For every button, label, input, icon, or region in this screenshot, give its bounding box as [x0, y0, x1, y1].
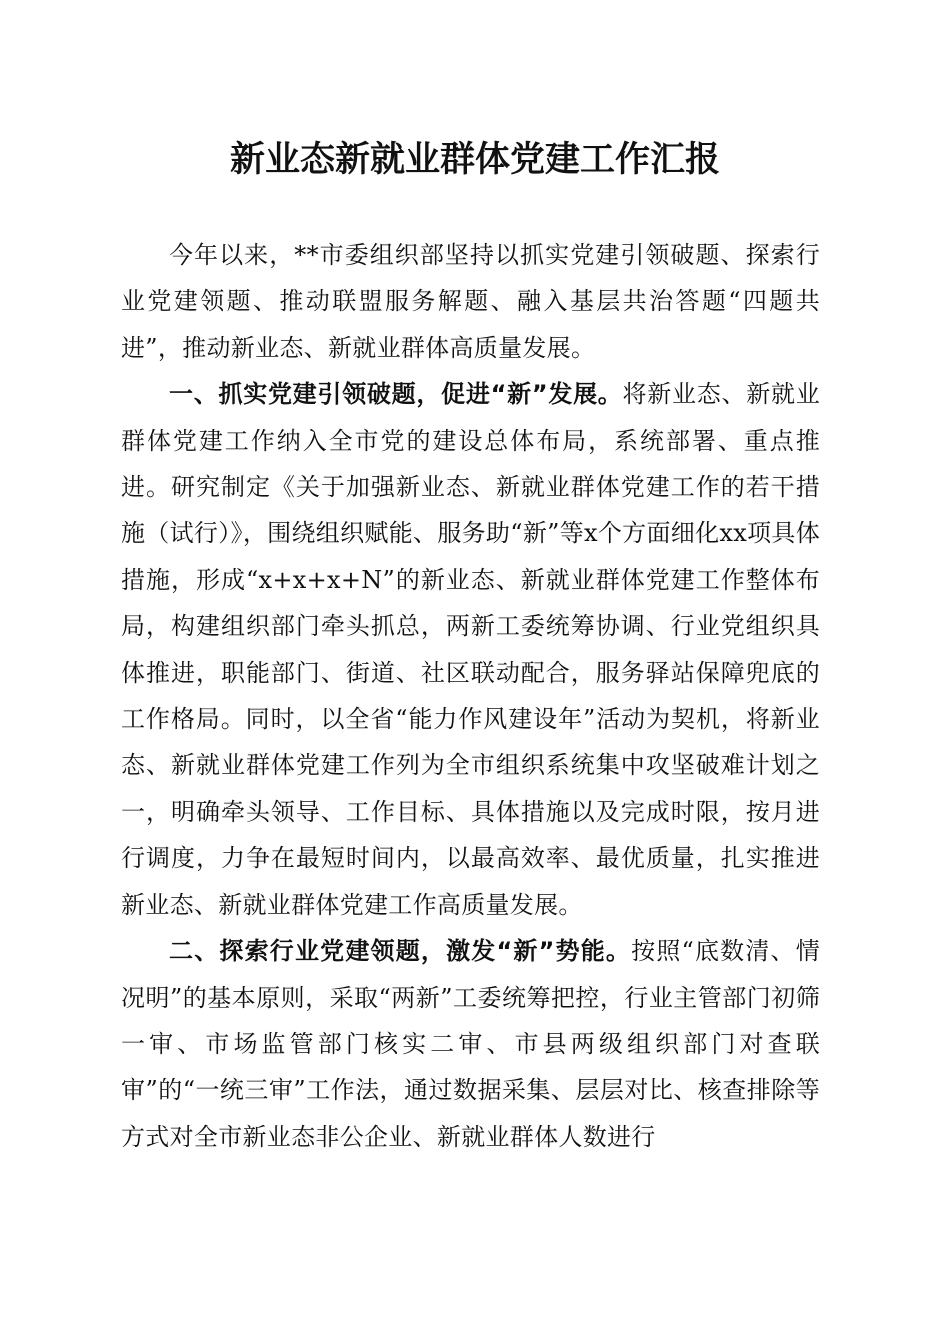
section-2-paragraph	[121, 928, 820, 1160]
section-2-body: 按照“底数清、情况明”的基本原则，采取“两新”工委统筹把控，行业主管部门初筛一审、市场监管部门核实二审、市县两级组织部门对查联审”的“一统三审”工作法，通过数据采集、层层对比、核查排除等方式对全市新业态非公企业、新就业群体人数进行	[121, 937, 821, 1151]
section-1-paragraph	[121, 371, 820, 928]
section-2-heading: 二、探索行业党建领题，激发“新”势能。	[169, 937, 632, 966]
intro-paragraph: 今年以来，**市委组织部坚持以抓实党建引领破题、探索行业党建领题、推动联盟服务解题、融入基层共治答题“四题共进”，推动新业态、新就业群体高质量发展。	[121, 241, 820, 362]
document-title: 新业态新就业群体党建工作汇报	[229, 139, 720, 180]
section-1-heading: 一、抓实党建引领破题，促进“新”发展。	[169, 380, 623, 409]
section-1-body: 将新业态、新就业群体党建工作纳入全市党的建设总体布局，系统部署、重点推进。研究制定《关于加强新业态、新就业群体党建工作的若干措施（试行）》，围绕组织赋能、服务助“新”等x个方面细化xx项具体措施，形成“x+x+x+N”的新业态、新就业群体党建工作整体布局，构建组织部门牵头抓总，两新工委统筹协调、行业党组织具体推进，职能部门、街道、社区联动配合，服务驿站保障兜底的工作格局。同时，以全省“能力作风建设年”活动为契机，将新业态、新就业群体党建工作列为全市组织系统集中攻坚破难计划之一，明确牵头领导、工作目标、具体措施以及完成时限，按月进行调度，力争在最短时间内，以最高效率、最优质量，扎实推进新业态、新就业群体党建工作高质量发展。	[121, 380, 821, 919]
document-body	[121, 232, 820, 1160]
